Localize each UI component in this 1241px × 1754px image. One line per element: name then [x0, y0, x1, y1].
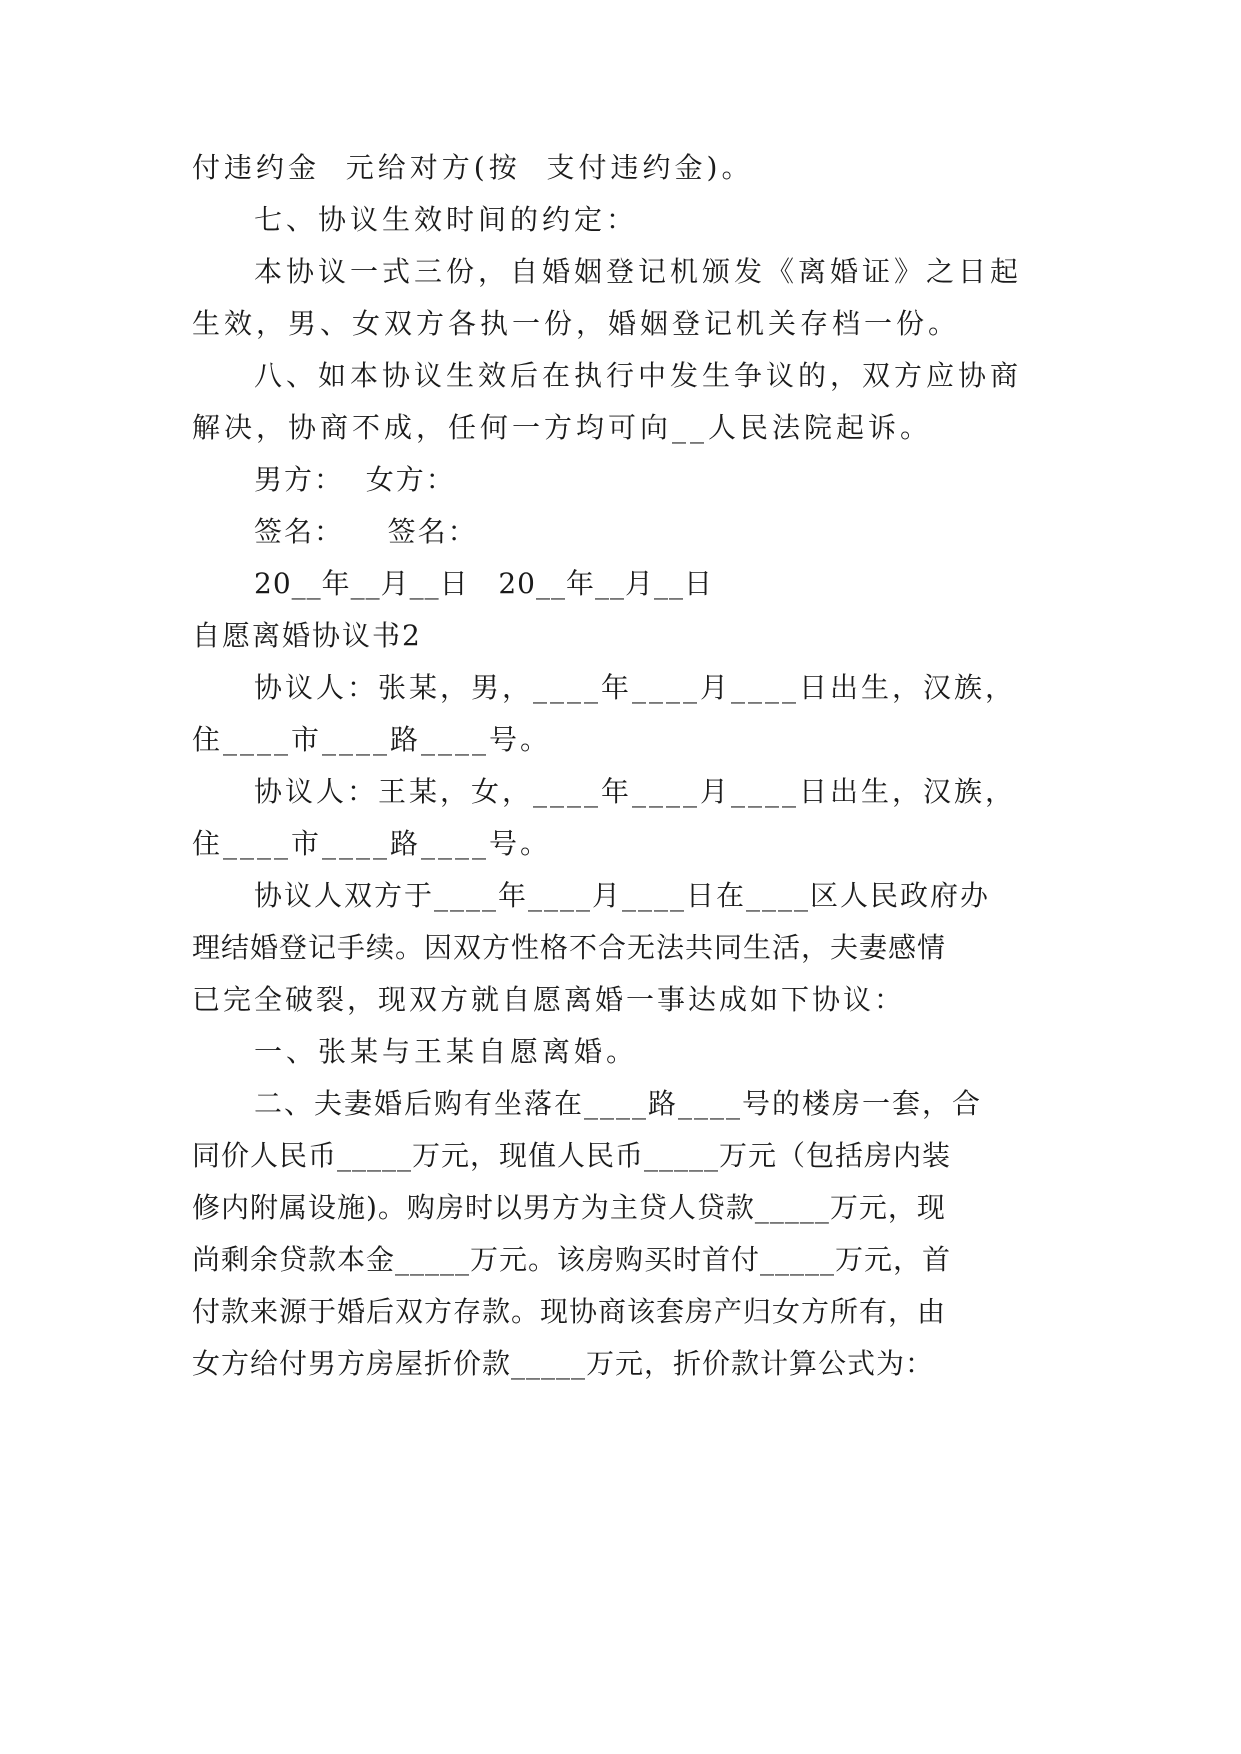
party-info: 协议人：王某，女，____年____月____日出生，汉族， [254, 775, 1017, 808]
text-line: 尚剩余贷款本金_____万元。该房购买时首付_____万元，首 [192, 1243, 952, 1276]
text-line: 付款来源于婚后双方存款。现协商该套房产归女方所有，由 [192, 1295, 947, 1328]
text-line: 付违约金 元给对方(按 支付违约金)。 [192, 151, 754, 184]
text-line: 协议人双方于____年____月____日在____区人民政府办 [254, 879, 991, 912]
text-line: 同价人民币_____万元，现值人民币_____万元（包括房内装 [192, 1139, 952, 1172]
address-line: 住____市____路____号。 [192, 827, 552, 860]
address-line: 住____市____路____号。 [192, 723, 552, 756]
clause-line: 一、张某与王某自愿离婚。 [254, 1035, 639, 1068]
text-line: 生效，男、女双方各执一份，婚姻登记机关存档一份。 [192, 307, 961, 340]
clause-line: 二、夫妻婚后购有坐落在____路____号的楼房一套，合 [254, 1087, 983, 1120]
party-info: 协议人：张某，男，____年____月____日出生，汉族， [254, 671, 1017, 704]
signature-labels: 签名： 签名： [254, 515, 478, 548]
text-line: 理结婚登记手续。因双方性格不合无法共同生活，夫妻感情 [192, 931, 947, 964]
text-line: 女方给付男方房屋折价款_____万元，折价款计算公式为： [192, 1347, 935, 1380]
text-line: 解决，协商不成，任何一方均可向__人民法院起诉。 [192, 411, 933, 444]
date-line: 20__年__月__日 20__年__月__日 [254, 567, 713, 600]
text-line: 修内附属设施)。购房时以男方为主贷人贷款_____万元，现 [192, 1191, 946, 1224]
text-line: 本协议一式三份，自婚姻登记机颁发《离婚证》之日起 [254, 255, 1023, 288]
document-title: 自愿离婚协议书2 [192, 619, 422, 652]
party-labels: 男方： 女方： [254, 463, 456, 496]
text-line: 已完全破裂，现双方就自愿离婚一事达成如下协议： [192, 983, 906, 1016]
section-heading: 七、协议生效时间的约定： [254, 203, 639, 236]
section-heading: 八、如本协议生效后在执行中发生争议的，双方应协商 [254, 359, 1023, 392]
